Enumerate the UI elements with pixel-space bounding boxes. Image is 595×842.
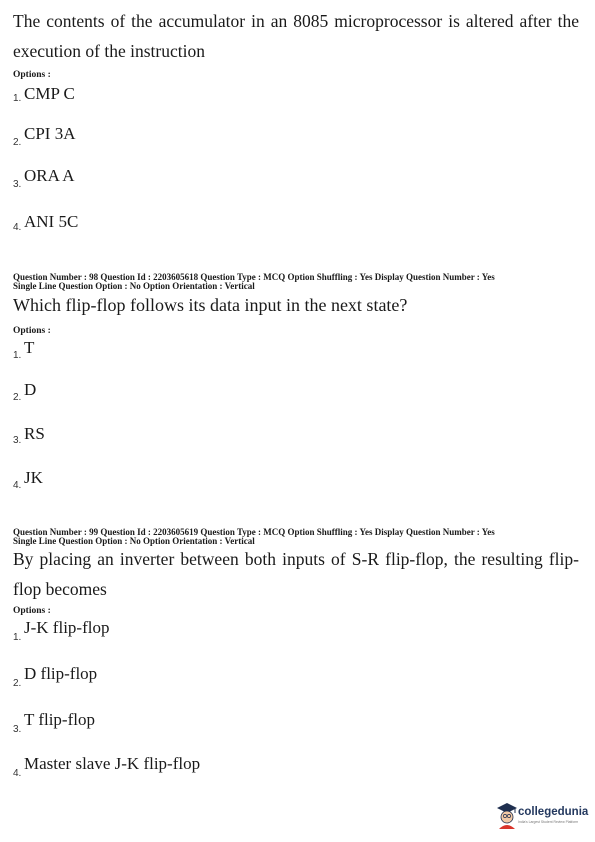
option-number: 4. xyxy=(13,480,22,491)
q99-question-text: By placing an inverter between both inputs of S-R flip-flop, the resulting flip-flop becomes xyxy=(13,549,579,599)
q97-options-label: Options : xyxy=(13,70,51,80)
option-text: T flip-flop xyxy=(24,710,95,729)
q98-meta-line-2: Single Line Question Option : No Option Orientation : Vertical xyxy=(13,281,255,291)
q99-meta-line-1: Question Number : 99 Question Id : 2203605619 Question Type : MCQ Option Shuffling : Yes Display Question Number : Yes xyxy=(13,527,495,537)
option-text: D xyxy=(24,380,37,399)
option-number: 1. xyxy=(13,350,22,361)
option-text: RS xyxy=(24,424,45,443)
option-text: Master slave J-K flip-flop xyxy=(24,754,201,773)
q97-question-text: The contents of the accumulator in an 8085 microprocessor is altered after the execution of the instruction xyxy=(13,11,579,61)
option-number: 4. xyxy=(13,768,22,779)
option-text: JK xyxy=(24,468,43,487)
option-number: 2. xyxy=(13,678,22,689)
option-text: ORA A xyxy=(24,166,75,185)
graduate-mascot-icon xyxy=(496,802,518,830)
collegedunia-watermark xyxy=(496,800,592,834)
option-number: 1. xyxy=(13,93,22,104)
q98-question-text: Which flip-flop follows its data input in the next state? xyxy=(13,295,408,315)
option-text: D flip-flop xyxy=(24,664,98,683)
option-text: ANI 5C xyxy=(24,212,79,231)
option-text: CMP C xyxy=(24,84,75,103)
q98-options-label: Options : xyxy=(13,326,51,336)
option-number: 2. xyxy=(13,137,22,148)
brand-tagline: India's Largest Student Review Platform xyxy=(518,820,579,824)
q99-options-label: Options : xyxy=(13,606,51,616)
option-number: 4. xyxy=(13,222,22,233)
option-number: 2. xyxy=(13,392,22,403)
option-number: 3. xyxy=(13,724,22,735)
option-number: 1. xyxy=(13,632,22,643)
q99-meta-line-2: Single Line Question Option : No Option Orientation : Vertical xyxy=(13,536,255,546)
q98-meta-line-1: Question Number : 98 Question Id : 2203605618 Question Type : MCQ Option Shuffling : Yes Display Question Number : Yes xyxy=(13,272,495,282)
option-text: T xyxy=(24,338,35,357)
brand-name: collegedunia xyxy=(518,806,589,818)
option-number: 3. xyxy=(13,435,22,446)
option-number: 3. xyxy=(13,179,22,190)
option-text: J-K flip-flop xyxy=(24,618,110,637)
option-text: CPI 3A xyxy=(24,124,76,143)
